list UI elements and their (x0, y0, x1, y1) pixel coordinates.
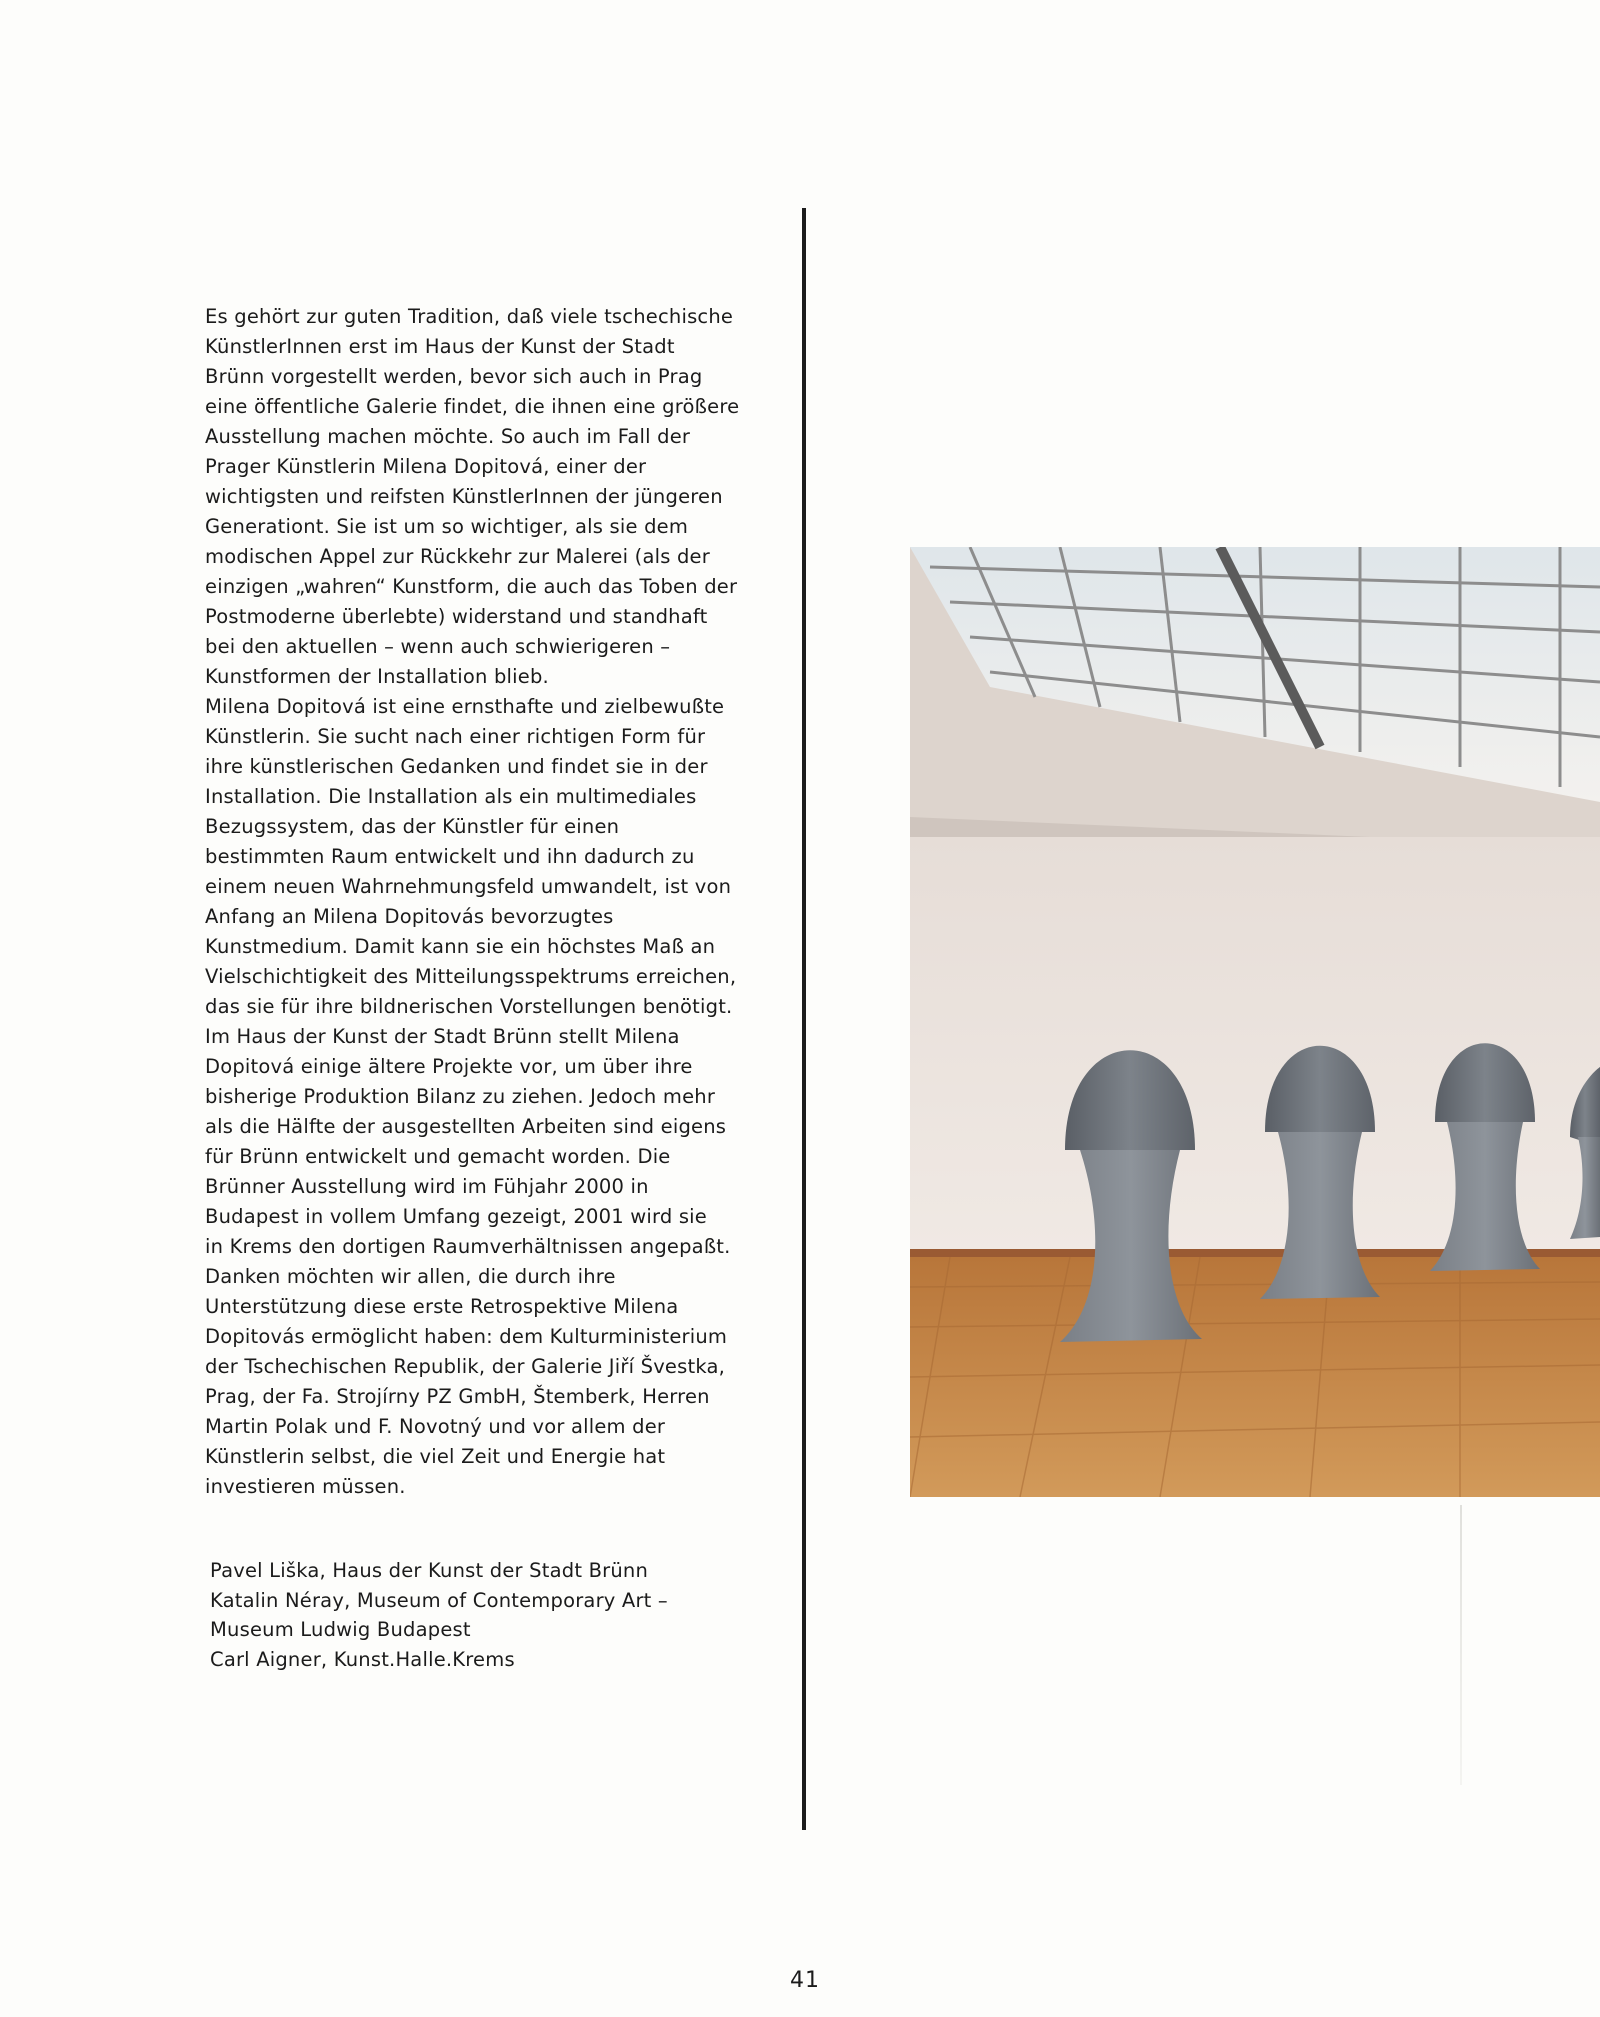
text-line: bisherige Produktion Bilanz zu ziehen. Jedoch mehr (205, 1085, 716, 1108)
text-line: einem neuen Wahrnehmungsfeld umwandelt, ist von (205, 875, 732, 898)
text-line: investieren müssen. (205, 1475, 406, 1498)
credits-block (210, 1556, 810, 1674)
text-line: Danken möchten wir allen, die durch ihre (205, 1265, 616, 1288)
text-line: Vielschichtigkeit des Mitteilungsspektrums erreichen, (205, 965, 737, 988)
vertical-rule (802, 208, 806, 1830)
credit-line: Museum Ludwig Budapest (210, 1618, 471, 1641)
credit-line: Katalin Néray, Museum of Contemporary Art – (210, 1588, 668, 1612)
text-line: Bezugssystem, das der Künstler für einen (205, 815, 620, 838)
text-line: Generationt. Sie ist um so wichtiger, als sie dem (205, 515, 689, 538)
text-line: Installation. Die Installation als ein multimediales (205, 785, 697, 808)
text-line: bei den aktuellen – wenn auch schwierigeren – (205, 635, 671, 658)
text-line: wichtigsten und reifsten KünstlerInnen der jüngeren (205, 485, 723, 508)
text-line: eine öffentliche Galerie findet, die ihnen eine größere (205, 395, 740, 418)
text-line: für Brünn entwickelt und gemacht worden. Die (205, 1145, 671, 1168)
text-line: bestimmten Raum entwickelt und ihn dadurch zu (205, 845, 695, 868)
text-line: Künstlerin. Sie sucht nach einer richtigen Form für (205, 725, 706, 748)
text-line: Brünn vorgestellt werden, bevor sich auch in Prag (205, 365, 703, 388)
text-line: Ausstellung machen möchte. So auch im Fall der (205, 425, 691, 448)
text-line: ihre künstlerischen Gedanken und findet sie in der (205, 755, 708, 778)
text-line: Anfang an Milena Dopitovás bevorzugtes (205, 905, 614, 928)
text-line: modischen Appel zur Rückkehr zur Malerei (als der (205, 545, 710, 568)
text-line: Unterstützung diese erste Retrospektive Milena (205, 1295, 679, 1318)
gallery-installation-image (910, 547, 1600, 1497)
text-line: Dopitovás ermöglicht haben: dem Kulturministerium (205, 1325, 728, 1348)
text-line: das sie für ihre bildnerischen Vorstellungen benötigt. (205, 995, 733, 1018)
text-line: Postmoderne überlebte) widerstand und standhaft (205, 605, 708, 628)
text-line: einzigen „wahren“ Kunstform, die auch das Toben der (205, 575, 738, 598)
text-line: Brünner Ausstellung wird im Fühjahr 2000 in (205, 1175, 649, 1198)
credit-line: Pavel Liška, Haus der Kunst der Stadt Brünn (210, 1559, 649, 1582)
gallery-photo (910, 547, 1600, 1497)
text-line: Kunstmedium. Damit kann sie ein höchstes Maß an (205, 935, 716, 958)
text-line: Budapest in vollem Umfang gezeigt, 2001 wird sie (205, 1205, 707, 1228)
gutter-shadow (1460, 1505, 1462, 1785)
text-line: Dopitová einige ältere Projekte vor, um über ihre (205, 1055, 693, 1078)
text-line: Milena Dopitová ist eine ernsthafte und zielbewußte (205, 695, 725, 718)
body-text (205, 302, 805, 1502)
text-line: der Tschechischen Republik, der Galerie Jiří Švestka, (205, 1355, 726, 1378)
text-line: Prag, der Fa. Strojírny PZ GmbH, Štemberk, Herren (205, 1385, 710, 1408)
text-line: Im Haus der Kunst der Stadt Brünn stellt Milena (205, 1025, 680, 1048)
page-number: 41 (790, 1968, 820, 1993)
text-line: Es gehört zur guten Tradition, daß viele tschechische (205, 305, 734, 328)
text-line: Prager Künstlerin Milena Dopitová, einer der (205, 455, 647, 478)
text-line: Martin Polak und F. Novotný und vor allem der (205, 1415, 666, 1438)
text-line: Kunstformen der Installation blieb. (205, 665, 549, 688)
text-line: in Krems den dortigen Raumverhältnissen angepaßt. (205, 1235, 731, 1258)
text-line: KünstlerInnen erst im Haus der Kunst der Stadt (205, 335, 675, 358)
text-line: Künstlerin selbst, die viel Zeit und Energie hat (205, 1445, 666, 1468)
credit-line: Carl Aigner, Kunst.Halle.Krems (210, 1647, 515, 1671)
text-line: als die Hälfte der ausgestellten Arbeiten sind eigens (205, 1115, 727, 1138)
